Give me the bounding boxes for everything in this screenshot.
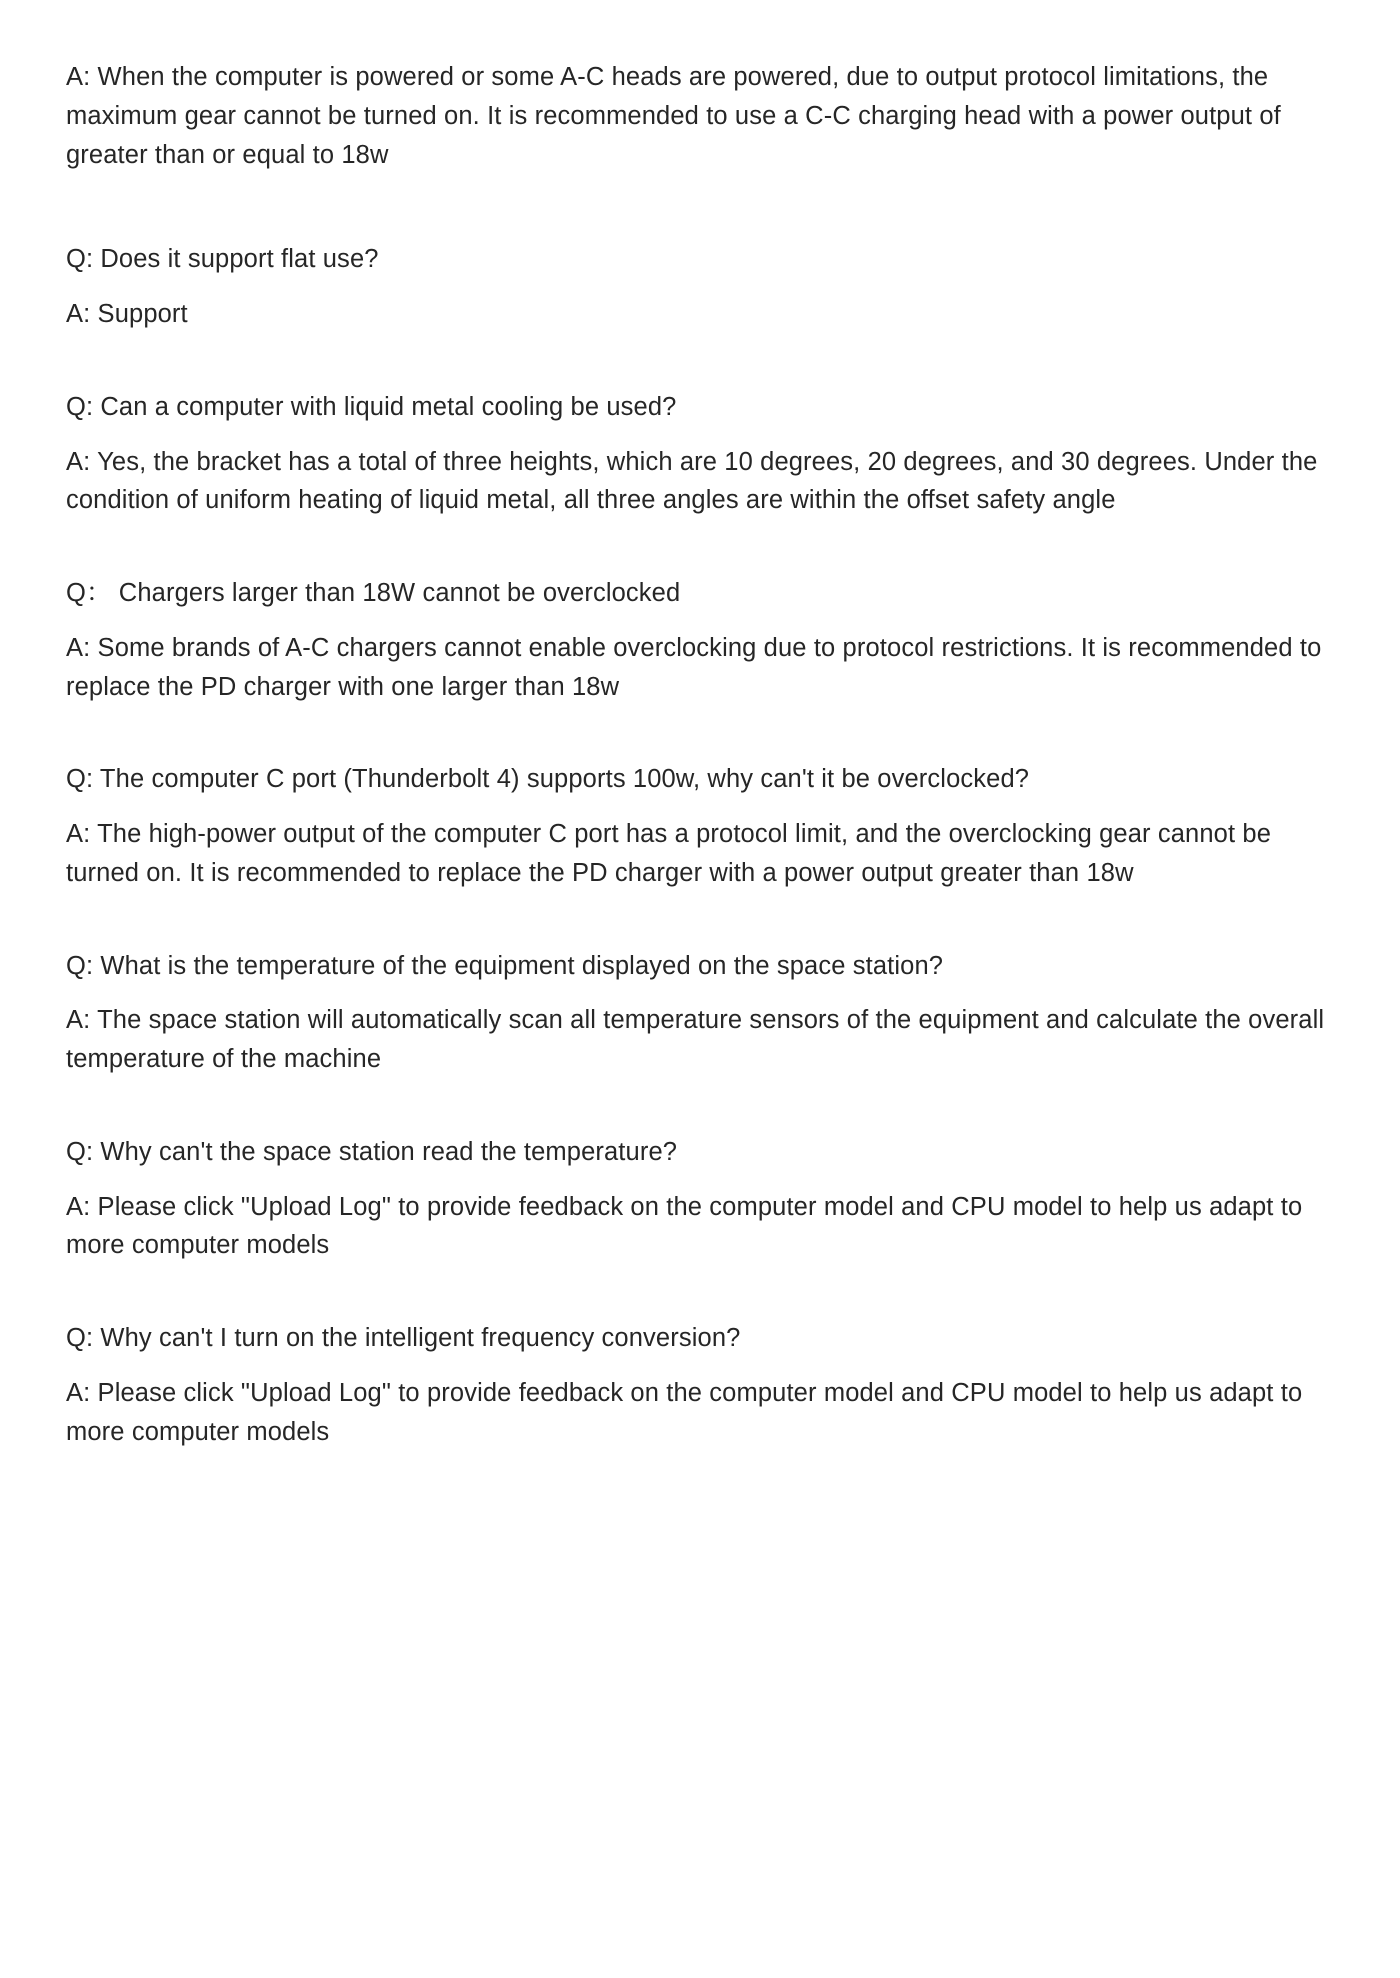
faq-answer: A: The high-power output of the computer C port has a protocol limit, and the overclocking gear cannot be turned on. It is recommended to replace the PD charger with a power output greater than 18w (66, 820, 1272, 887)
faq-block (66, 58, 1340, 174)
faq-answer: A: Some brands of A-C chargers cannot enable overclocking due to protocol restrictions. It is recommended to replace the PD charger with one larger than 18w (66, 633, 1322, 701)
faq-answer: A: The space station will automatically scan all temperature sensors of the equipment and calculate the overall temperature of the machine (66, 1006, 1325, 1073)
faq-block (66, 574, 1340, 706)
faq-answer: A: Support (66, 300, 188, 328)
faq-answer: A: Please click "Upload Log" to provide feedback on the computer model and CPU model to help us adapt to more computer models (66, 1378, 1303, 1446)
faq-list (66, 58, 1340, 1451)
faq-block (66, 760, 1340, 892)
faq-answer: A: Yes, the bracket has a total of three heights, which are 10 degrees, 20 degrees, and 30 degrees. Under the condition of uniform heating of liquid metal, all three angles are within the offset safety angle (66, 447, 1318, 515)
faq-block (66, 947, 1340, 1079)
faq-question: Q: The computer C port (Thunderbolt 4) supports 100w, why can't it be overclocked? (66, 765, 1030, 794)
faq-question: Q： Chargers larger than 18W cannot be overclocked (66, 579, 681, 607)
faq-question: Q: Why can't I turn on the intelligent frequency conversion? (66, 1324, 741, 1352)
faq-question: Q: What is the temperature of the equipment displayed on the space station? (66, 951, 944, 980)
faq-block (66, 388, 1340, 520)
faq-question: Q: Why can't the space station read the temperature? (66, 1137, 678, 1166)
faq-block (66, 240, 1340, 334)
faq-answer: A: When the computer is powered or some A-C heads are powered, due to output protocol limitations, the maximum gear cannot be turned on. It is recommended to use a C-C charging head with a power output of greater than or equal to 18w (66, 63, 1281, 169)
faq-block (66, 1133, 1340, 1265)
faq-block (66, 1319, 1340, 1451)
faq-answer: A: Please click "Upload Log" to provide feedback on the computer model and CPU model to help us adapt to more computer models (66, 1192, 1303, 1260)
faq-question: Q: Can a computer with liquid metal cooling be used? (66, 392, 677, 421)
faq-question: Q: Does it support flat use? (66, 245, 379, 274)
